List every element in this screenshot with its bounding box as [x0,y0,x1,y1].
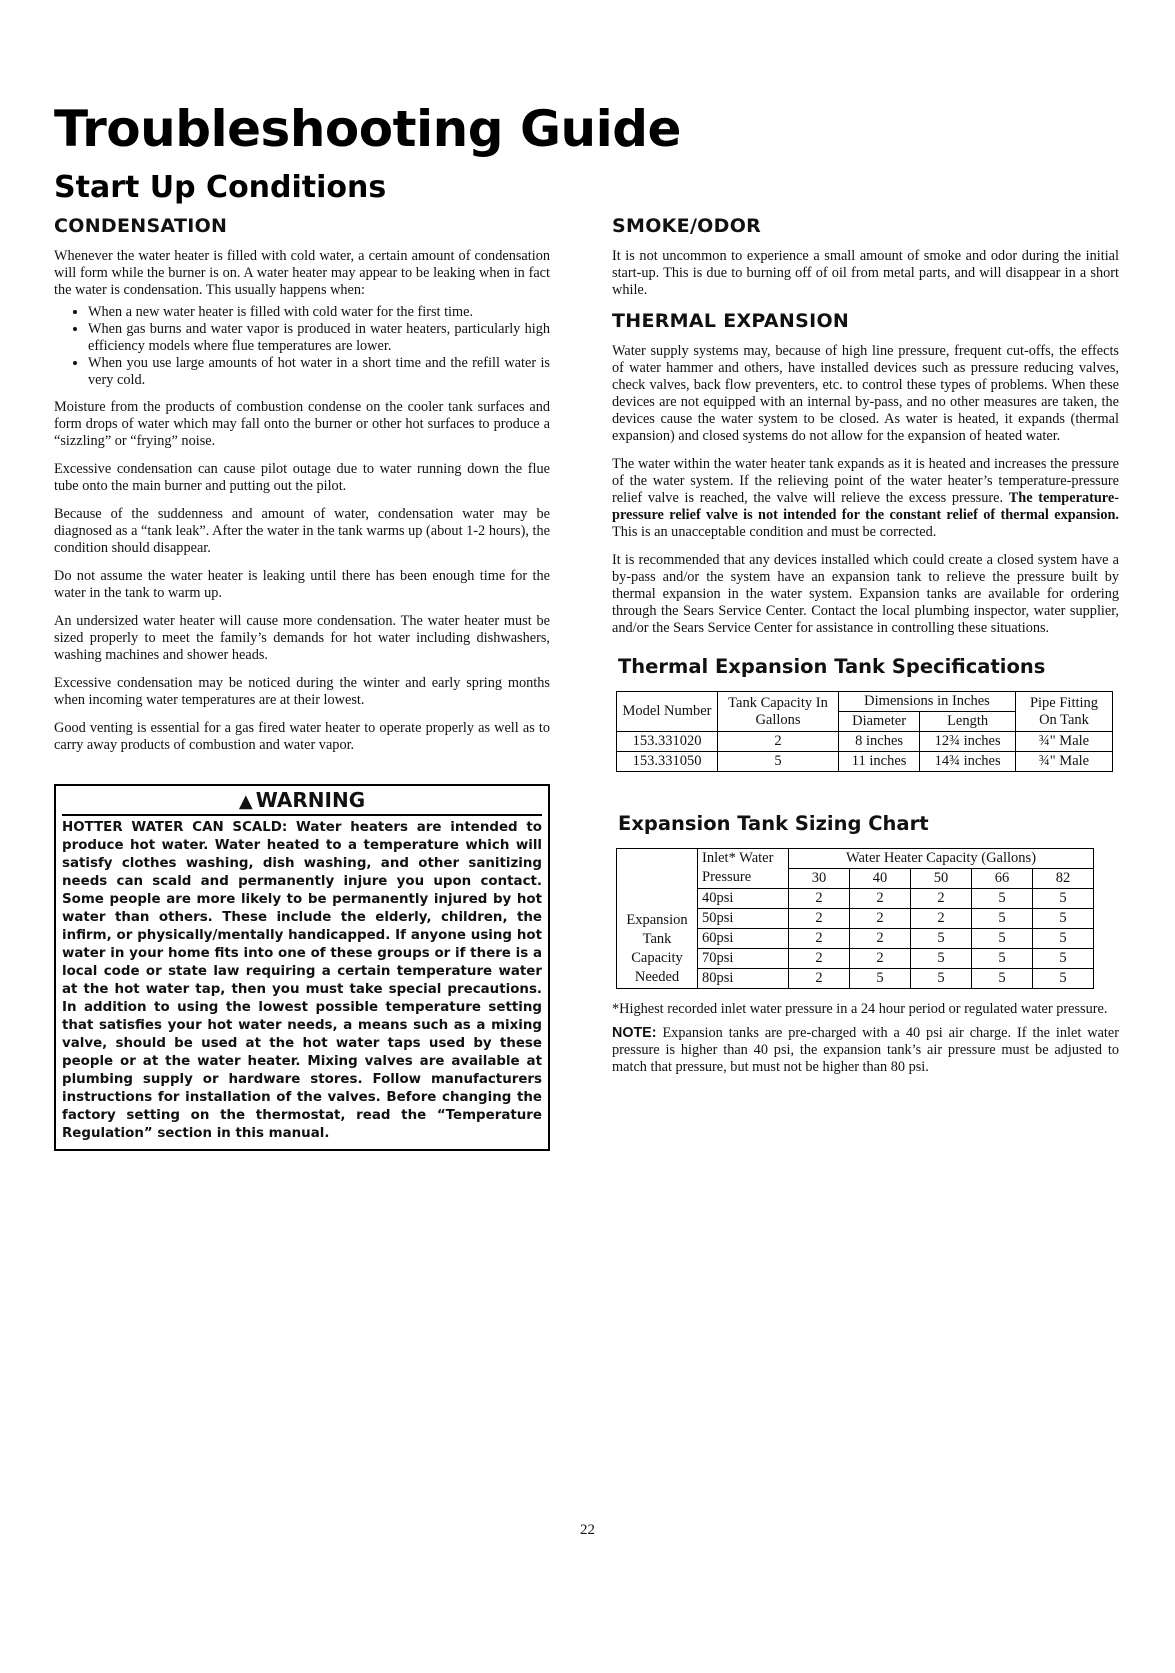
capacity-col: 82 [1032,869,1093,889]
condensation-heading: CONDENSATION [54,215,228,237]
page-subtitle: Start Up Conditions [54,170,387,205]
header-fitting: Pipe Fitting On Tank [1016,692,1113,732]
pressure-cell: 70psi [698,949,789,969]
value-cell: 5 [1032,889,1093,909]
value-cell: 2 [849,929,910,949]
cell-capacity: 2 [718,732,839,752]
left-column [54,215,550,1151]
capacity-col: 50 [910,869,971,889]
value-cell: 5 [1032,929,1093,949]
value-cell: 5 [910,929,971,949]
value-cell: 2 [910,909,971,929]
thermal-heading: THERMAL EXPANSION [612,310,850,332]
value-cell: 2 [789,889,850,909]
condensation-bullets [54,304,550,389]
bullet-item: • When a new water heater is filled with cold water for the first time. [88,304,550,321]
value-cell: 5 [849,969,910,989]
cell-diameter: 8 inches [839,732,920,752]
cell-capacity: 5 [718,752,839,772]
table-header-row [617,849,1094,869]
paragraph: Because of the suddenness and amount of water, condensation water may be diagnosed as a “tank leak”. After the water in the tank warms up (about 1-2 hours), the condition should disappear. [54,506,550,556]
thermal-p2-end: This is an unacceptable condition and must be corrected. [612,524,937,540]
warning-heading [62,788,542,814]
capacity-col: 66 [971,869,1032,889]
page-title: Troubleshooting Guide [54,100,681,158]
value-cell: 5 [910,969,971,989]
bullet-item: • When gas burns and water vapor is produced in water heaters, particularly high efficiency models where flue temperatures are lower. [88,321,550,355]
value-cell: 2 [789,929,850,949]
thermal-p2-bold: The temperature-pressure relief valve is not intended for the constant relief of thermal expansion. [612,490,1119,523]
sizing-chart-table [616,848,1094,989]
capacity-label: Water Heater Capacity (Gallons) [789,849,1094,869]
pressure-cell: 50psi [698,909,789,929]
value-cell: 5 [1032,969,1093,989]
value-cell: 5 [971,949,1032,969]
paragraph: Good venting is essential for a gas fired water heater to operate properly as well as to carry away products of combustion and water vapor. [54,720,550,753]
note [612,1025,1119,1076]
value-cell: 5 [910,949,971,969]
paragraph: An undersized water heater will cause more condensation. The water heater must be sized properly to meet the family’s demands for hot water including dishwashers, washing machines and shower heads. [54,613,550,663]
thermal-paragraph-2 [612,456,1119,541]
capacity-col: 40 [849,869,910,889]
cell-diameter: 11 inches [839,752,920,772]
warning-triangle-icon: ▲ [238,791,253,812]
value-cell: 5 [971,969,1032,989]
header-capacity: Tank Capacity In Gallons [718,692,839,732]
pressure-cell: 60psi [698,929,789,949]
sizing-chart-title: Expansion Tank Sizing Chart [618,812,929,835]
spec-table-title: Thermal Expansion Tank Specifications [618,655,1046,678]
header-dimensions: Dimensions in Inches [839,692,1016,712]
value-cell: 2 [910,889,971,909]
value-cell: 2 [789,969,850,989]
value-cell: 5 [1032,909,1093,929]
value-cell: 5 [971,909,1032,929]
page-number: 22 [580,1522,595,1538]
warning-box [54,784,550,1151]
footnote: *Highest recorded inlet water pressure in a 24 hour period or regulated water pressure. [612,1001,1108,1017]
cell-model: 153.331020 [617,732,718,752]
header-model: Model Number [617,692,718,732]
pressure-cell: 80psi [698,969,789,989]
side-label: Expansion Tank Capacity Needed [617,849,698,989]
inlet-label: Inlet* Water Pressure [698,849,789,889]
cell-fitting: ¾" Male [1016,752,1113,772]
value-cell: 2 [849,949,910,969]
paragraph: Excessive condensation can cause pilot outage due to water running down the flue tube onto the main burner and putting out the pilot. [54,461,550,494]
header-diameter: Diameter [839,712,920,732]
bullet-item: • When you use large amounts of hot water in a short time and the refill water is very cold. [88,355,550,389]
cell-fitting: ¾" Male [1016,732,1113,752]
table-row [617,732,1113,752]
value-cell: 2 [789,909,850,929]
note-text: Expansion tanks are pre-charged with a 40 psi air charge. If the inlet water pressure is higher than 40 psi, the expansion tank’s air pressure must be adjusted to match that pressure, but must not be higher than 80 psi. [612,1025,1120,1075]
smoke-heading: SMOKE/ODOR [612,215,762,237]
cell-length: 12¾ inches [920,732,1016,752]
value-cell: 2 [849,909,910,929]
value-cell: 5 [1032,949,1093,969]
paragraph: Do not assume the water heater is leaking until there has been enough time for the water in the tank to warm up. [54,568,550,601]
spec-table [616,691,1113,772]
thermal-p2-start: The water within the water heater tank expands as it is heated and increases the pressure of the water system. If the relieving point of the water heater’s temperature-pressure relief valve is reached, the valve will relieve the excess pressure. [612,456,1119,506]
paragraph: Excessive condensation may be noticed during the winter and early spring months when incoming water temperatures are at their lowest. [54,675,550,708]
value-cell: 2 [849,889,910,909]
right-column [612,215,1119,1076]
cell-length: 14¾ inches [920,752,1016,772]
paragraph: Moisture from the products of combustion condense on the cooler tank surfaces and form drops of water which may fall onto the burner or other hot surfaces to produce a “sizzling” or “frying” noise. [54,399,550,449]
value-cell: 5 [971,929,1032,949]
table-row [617,752,1113,772]
value-cell: 5 [971,889,1032,909]
capacity-col: 30 [789,869,850,889]
thermal-paragraph-3: It is recommended that any devices installed which could create a closed system have a by-pass and/or the system have an expansion tank to relieve the pressure built by thermal expansion in the water system. Expansion tanks are available for ordering through the Sears Service Center. Contact the local plumbing inspector, water supplier, and/or the Sears Service Center for assistance in controlling these situations. [612,552,1119,636]
table-header-row [617,692,1113,712]
pressure-cell: 40psi [698,889,789,909]
thermal-paragraph-1: Water supply systems may, because of high line pressure, frequent cut-offs, the effects of water hammer and others, have installed devices such as pressure reducing valves, check valves, back flow preventers, etc. to control these types of problems. When these devices are not equipped with an internal by-pass, and no other measures are taken, the devices cause the water system to be closed. As water is heated, it expands (thermal expansion) and closed systems do not allow for the expansion of heated water. [612,343,1119,444]
cell-model: 153.331050 [617,752,718,772]
header-length: Length [920,712,1016,732]
warning-text: HOTTER WATER CAN SCALD: Water heaters are intended to produce hot water. Water heated to a temperature which will satisfy clothes washing, dish washing, and other sanitizing needs can scald and permanently injure you upon contact. Some people are more likely to be permanently injured by hot water than others. These include the elderly, children, the infirm, or physically/mentally handicapped. If anyone using hot water in your home fits into one of these groups or if there is a local code or state law requiring a certain temperature water at the hot water tap, then you must take special precautions. In addition to using the lowest possible temperature setting that satisfies your hot water needs, a means such as a mixing valve, should be used at the hot water taps used by these people or at the water heater. Mixing valves are available at plumbing supply or hardware stores. Follow manufacturers instructions for installation of the valves. Before changing the factory setting on the thermostat, read the “Temperature Regulation” section in this manual. [62,814,542,1143]
smoke-text: It is not uncommon to experience a small amount of smoke and odor during the initial start-up. This is due to burning off of oil from metal parts, and will disappear in a short while. [612,248,1119,298]
warning-label: WARNING [255,788,366,812]
note-label: NOTE: [612,1025,657,1041]
condensation-intro: Whenever the water heater is filled with cold water, a certain amount of condensation will form while the burner is on. A water heater may appear to be leaking when in fact the water is condensation. This usually happens when: [54,248,550,298]
value-cell: 2 [789,949,850,969]
